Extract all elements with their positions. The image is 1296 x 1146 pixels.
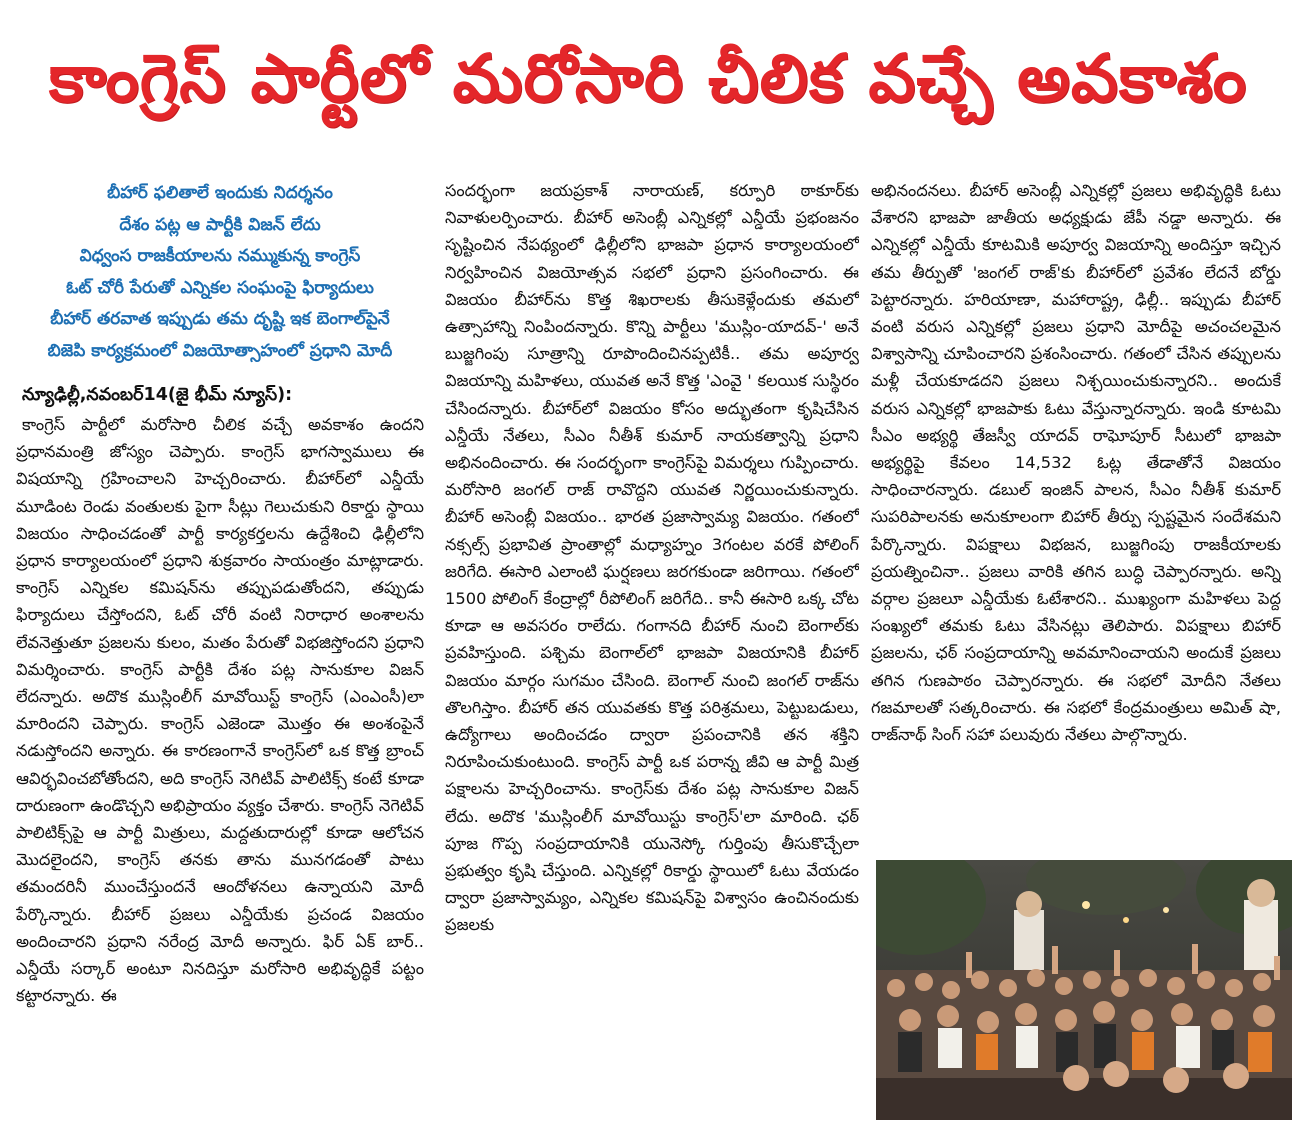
headline: కాంగ్రెస్ పార్టీలో మరోసారి చీలిక వచ్చే అవకాశం bbox=[48, 39, 1248, 117]
article-column-3 bbox=[871, 174, 1281, 850]
article-body-text: సందర్భంగా జయప్రకాశ్ నారాయణ్, కర్పూరి ఠాకూర్‌కు నివాళులర్పించారు. బీహార్ అసెంబ్లీ ఎన్నికల్లో ఎన్డీయే ప్రభంజనం సృష్టించిన నేపథ్యంలో ఢిల్లీలోని భాజపా ప్రధాన కార్యాలయంలో నిర్వహించిన విజయోత్సవ సభలో ప్రధాని ప్రసంగించారు. ఈ విజయం బీహార్‌ను కొత్త శిఖరాలకు తీసుకెళ్లేందుకు తమలో ఉత్సాహాన్ని నింపిందన్నారు. కొన్ని పార్టీలు 'ముస్లిం-యాదవ్-' అనే బుజ్జగింపు సూత్రాన్ని రూపొందించినప్పటికీ.. తమ అపూర్వ విజయాన్ని మహిళలు, యువత అనే కొత్త 'ఎంవై ' కలయిక సుస్థిరం చేసిందన్నారు. బీహార్‌లో విజయం కోసం అద్భుతంగా కృషిచేసిన ఎన్డీయే నేతలు, సీఎం నీతీశ్ కుమార్ నాయకత్వాన్ని ప్రధాని అభినందించారు. ఈ సందర్భంగా కాంగ్రెస్‌పై విమర్శలు గుప్పించారు. మరోసారి జంగల్ రాజ్ రావొద్దని యువత నిర్ణయించుకున్నారు. బీహార్ అసెంబ్లీ విజయం.. భారత ప్రజాస్వామ్య విజయం. గతంలో నక్సల్స్ ప్రభావిత ప్రాంతాల్లో మధ్యాహ్నం 3గంటల వరకే పోలింగ్ జరిగేది. ఈసారి ఎలాంటి ఘర్షణలు జరగకుండా జరిగాయి. గతంలో 1500 పోలింగ్ కేంద్రాల్లో రీపోలింగ్ జరిగేది.. కానీ ఈసారి ఒక్క చోట కూడా ఆ అవసరం రాలేదు. గంగానది బీహార్ నుంచి బెంగాల్‌కు ప్రవహిస్తుంది. పశ్చిమ బెంగాల్‌లో భాజపా విజయానికి బీహార్ విజయం మార్గం సుగమం చేసింది. బెంగాల్ నుంచి జంగల్ రాజ్‌ను తొలగిస్తాం. బీహార్ తన యువతకు కొత్త పరిశ్రమలు, పెట్టుబడులు, ఉద్యోగాలు అందించడం ద్వారా ప్రపంచానికి తన శక్తిని నిరూపించుకుంటుంది. కాంగ్రెస్ పార్టీ ఒక పరాన్న జీవి ఆ పార్టీ మిత్ర పక్షాలను హెచ్చరించాను. కాంగ్రెస్‌కు దేశం పట్ల సానుకూల విజన్ లేదు. అదొక 'ముస్లింలీగ్ మావోయిస్టు కాంగ్రెస్'లా మారింది. ఛఠ్ పూజ గొప్ప సంప్రదాయానికి యునెస్కో గుర్తింపు తీసుకొచ్చేలా ప్రభుత్వం కృషి చేస్తుంది. ఎన్నికల్లో రికార్డు స్థాయిలో ఓటు వేయడం ద్వారా ప్రజాస్వామ్యం, ఎన్నికల కమిషన్‌పై విశ్వాసం ఉంచినందుకు ప్రజలకు bbox=[445, 181, 859, 935]
article-column-2 bbox=[445, 174, 859, 1146]
highlight-line: బిజెపి కార్యక్రమంలో విజయోత్సాహంలో ప్రధాని మోదీ bbox=[47, 340, 393, 361]
highlight-line: దేశం పట్ల ఆ పార్టీకి విజన్ లేదు bbox=[119, 214, 321, 235]
highlight-line: బీహార్ తరవాత ఇప్పుడు తమ దృష్టి ఇక బెంగాల్‌పైనే bbox=[50, 309, 390, 329]
crowd-photo-illustration bbox=[876, 860, 1292, 1120]
article-column-1 bbox=[16, 174, 424, 1146]
article-body-text: కాంగ్రెస్ పార్టీలో మరోసారి చీలిక వచ్చే అవకాశం ఉందని ప్రధానమంత్రి జోస్యం చెప్పారు. కాంగ్రెస్ భాగస్వాములు ఈ విషయాన్ని గ్రహించాలని హెచ్చరించారు. బీహార్‌లో ఎన్డీయే మూడింట రెండు వంతులకు పైగా సీట్లు గెలుచుకుని రికార్డు స్థాయి విజయం సాధించడంతో పార్టీ కార్యకర్తలను ఉద్దేశించి ఢిల్లీలోని ప్రధాన కార్యాలయంలో ప్రధాని శుక్రవారం సాయంత్రం మాట్లాడారు. కాంగ్రెస్ ఎన్నికల కమిషన్‌ను తప్పుపడుతోందని, తప్పుడు ఫిర్యాదులు చేస్తోందని, ఓట్ చోరీ వంటి నిరాధార అంశాలను లేవనెత్తుతూ ప్రజలను కులం, మతం పేరుతో విభజిస్తోందని ప్రధాని విమర్శించారు. కాంగ్రెస్ పార్టీకి దేశం పట్ల సానుకూల విజన్ లేదన్నారు. అదొక ముస్లింలీగ్ మావోయిస్ట్ కాంగ్రెస్ (ఎంఎంసీ)లా మారిందని చెప్పారు. కాంగ్రెస్ ఎజెండా మొత్తం ఈ అంశంపైనే నడుస్తోందని అన్నారు. ఈ కారణంగానే కాంగ్రెస్‌లో ఒక కొత్త బ్రాంచ్ ఆవిర్భవించబోతోందని, అది కాంగ్రెస్ నెగిటివ్ పాలిటిక్స్ కంటే కూడా దారుణంగా ఉండొచ్చని అభిప్రాయం వ్యక్తం చేశారు. కాంగ్రెస్ నెగెటివ్ పాలిటిక్స్‌పై ఆ పార్టీ మిత్రులు, మద్దతుదారుల్లో కూడా ఆలోచన మొదలైందని, కాంగ్రెస్ తనకు తాను మునగడంతో పాటు తమందరినీ ముంచేస్తుందనే ఆందోళనలు ఉన్నాయని మోదీ పేర్కొన్నారు. బీహార్ ప్రజలు ఎన్డీయేకు ప్రచండ విజయం అందించారని ప్రధాని నరేంద్ర మోదీ అన్నారు. ఫిర్ ఏక్ బార్.. ఎన్డీయే సర్కార్ అంటూ నినదిస్తూ మరోసారి అభివృద్ధికే పట్టం కట్టారన్నారు. ఈ bbox=[16, 415, 424, 1006]
article-body-text: అభినందనలు. బీహార్ అసెంబ్లీ ఎన్నికల్లో ప్రజలు అభివృద్ధికి ఓటు వేశారని భాజపా జాతీయ అధ్యక్షుడు జేపీ నడ్డా అన్నారు. ఈ ఎన్నికల్లో ఎన్డీయే కూటమికి అపూర్వ విజయాన్ని అందిస్తూ ఇచ్చిన తమ తీర్పుతో 'జంగల్ రాజ్'కు బీహార్‌లో ప్రవేశం లేదనే బోర్డు పెట్టారన్నారు. హరియాణా, మహారాష్ట్ర, ఢిల్లీ.. ఇప్పుడు బీహార్ వంటి వరుస ఎన్నికల్లో ప్రజలు ప్రధాని మోదీపై అచంచలమైన విశ్వాసాన్ని చూపించారని ప్రశంసించారు. గతంలో చేసిన తప్పులను మళ్లీ చేయకూడదని ప్రజలు నిశ్చయించుకున్నారని.. అందుకే వరుస ఎన్నికల్లో భాజపాకు ఓటు వేస్తున్నారన్నారు. ఇండి కూటమి సీఎం అభ్యర్థి తేజస్వీ యాదవ్ రాఘోపూర్ సీటులో భాజపా అభ్యర్థిపై కేవలం 14,532 ఓట్ల తేడాతోనే విజయం సాధించారన్నారు. డబుల్ ఇంజిన్ పాలన, సీఎం నీతీశ్ కుమార్ సుపరిపాలనకు అనుకూలంగా బిహార్ తీర్పు స్పష్టమైన సందేశమని పేర్కొన్నారు. విపక్షాలు విభజన, బుజ్జగింపు రాజకీయాలకు ప్రయత్నించినా.. ప్రజలు వారికి తగిన బుద్ధి చెప్పారన్నారు. అన్ని వర్గాల ప్రజలూ ఎన్డీయేకు ఓటేశారని.. ముఖ్యంగా మహిళలు పెద్ద సంఖ్యలో తమకు ఓటు వేసినట్లు తెలిపారు. విపక్షాలు బిహార్ ప్రజలను, ఛఠ్ సంప్రదాయాన్ని అవమానించాయని అందుకే ప్రజలు తగిన గుణపాఠం చెప్పారన్నారు. ఈ సభలో మోదీని నేతలు గజమాలతో సత్కరించారు. ఈ సభలో కేంద్రమంత్రులు అమిత్ షా, రాజ్‌నాథ్ సింగ్ సహా పలువురు నేతలు పాల్గొన్నారు. bbox=[871, 181, 1281, 745]
highlight-line: ఓట్ చోరీ పేరుతో ఎన్నికల సంఘంపై ఫిర్యాదులు bbox=[66, 277, 374, 298]
dateline: న్యూఢిల్లీ,నవంబర్14(జై భీమ్ న్యూస్): bbox=[22, 385, 293, 405]
news-photo bbox=[876, 860, 1292, 1120]
highlights-box bbox=[16, 178, 424, 367]
highlight-line: విధ్వంస రాజకీయాలను నమ్ముకున్న కాంగ్రెస్ bbox=[79, 246, 361, 266]
highlight-line: బీహార్ ఫలితాలే ఇందుకు నిదర్శనం bbox=[107, 183, 333, 203]
